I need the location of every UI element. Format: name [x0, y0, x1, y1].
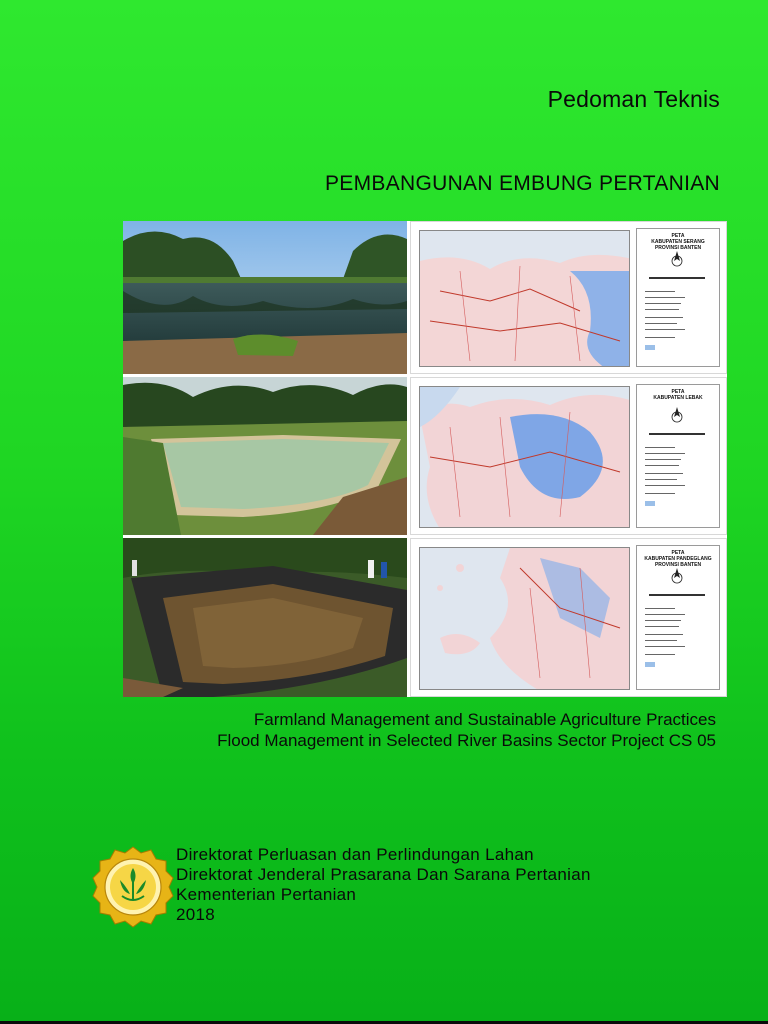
project-line-1: Farmland Management and Sustainable Agriculture Practices: [253, 710, 716, 729]
cover-subtitle: Pedoman Teknis: [547, 86, 720, 112]
reservoir-photo-3: [123, 538, 407, 697]
map-kabupaten-serang: [410, 221, 727, 374]
publication-year: 2018: [176, 905, 216, 924]
map-legend-title: PETA KABUPATEN PANDEGLANG PROVINSI BANTEN: [644, 550, 712, 568]
map-legend: [636, 228, 720, 367]
map-kabupaten-lebak: [410, 377, 727, 535]
publisher-line-3: Kementerian Pertanian: [176, 885, 357, 904]
map-area: [419, 547, 630, 690]
publisher-line-2: Direktorat Jenderal Prasarana Dan Sarana Pertanian: [176, 865, 591, 884]
map-area: [419, 386, 630, 528]
map-area: [419, 230, 630, 367]
reservoir-photo-1: [123, 221, 407, 374]
map-kabupaten-pandeglang: [410, 538, 727, 697]
project-description: [217, 709, 716, 751]
map-legend-title: PETA KABUPATEN SERANG PROVINSI BANTEN: [651, 233, 705, 251]
publisher-block: [176, 845, 591, 925]
map-legend: [636, 545, 720, 690]
cover-title: PEMBANGUNAN EMBUNG PERTANIAN: [324, 172, 720, 195]
publisher-line-1: Direktorat Perluasan dan Perlindungan Lahan: [176, 845, 534, 864]
map-legend: [636, 384, 720, 528]
reservoir-photo-2: [123, 377, 407, 535]
kementerian-pertanian-logo-icon: [92, 846, 174, 928]
map-legend-title: PETA KABUPATEN LEBAK: [653, 389, 703, 401]
project-line-2: Flood Management in Selected River Basins Sector Project CS 05: [217, 731, 716, 750]
photo-map-grid: [123, 221, 727, 697]
